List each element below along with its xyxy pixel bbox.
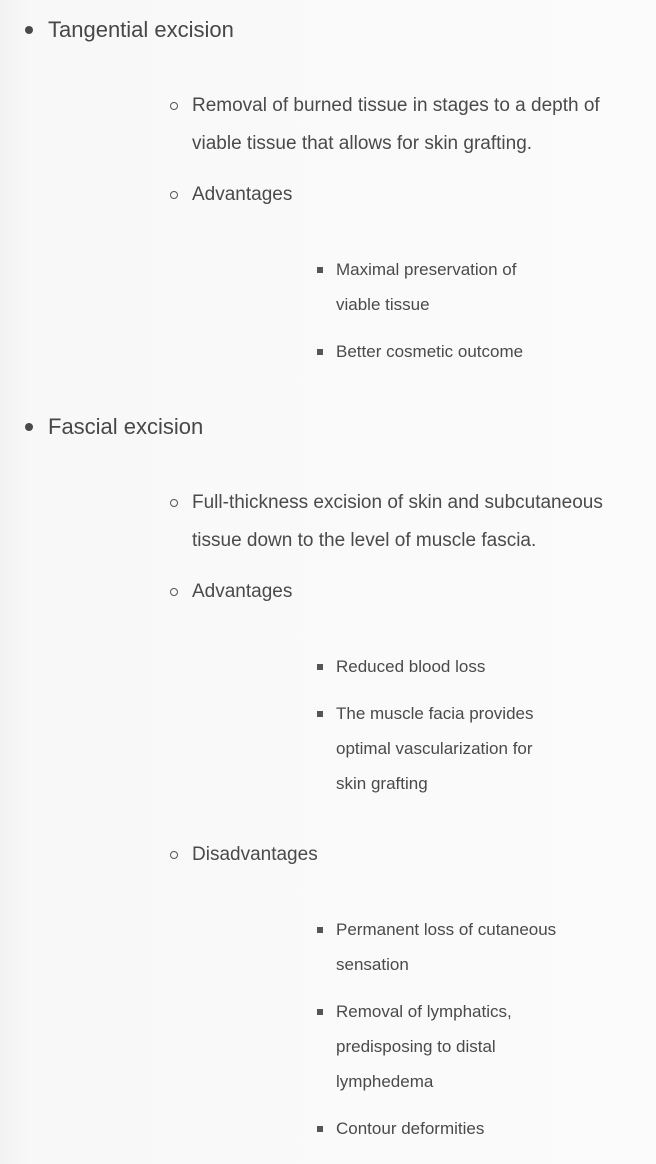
advantage-text: Better cosmetic outcome (336, 342, 524, 361)
section-title: Fascial excision (48, 414, 204, 439)
disadvantage-text: Contour deformities (336, 1119, 485, 1138)
bullet-square-icon (317, 349, 323, 355)
bullet-disc-icon (25, 423, 33, 431)
description-text: Removal of burned tissue in stages to a depth of viable tissue that allows for skin grafting. (192, 95, 600, 154)
bullet-square-icon (317, 1009, 323, 1015)
section-title: Tangential excision (48, 17, 234, 42)
bullet-circle-icon (170, 102, 178, 110)
advantage-text: The muscle facia provides optimal vascularization for skin grafting (336, 704, 534, 793)
disadvantage-text: Permanent loss of cutaneous sensation (336, 920, 557, 974)
bullet-square-icon (317, 1126, 323, 1132)
description-text: Full-thickness excision of skin and subcutaneous tissue down to the level of muscle fascia. (192, 492, 603, 551)
disadvantage-text: Removal of lymphatics, predisposing to distal lymphedema (336, 1002, 512, 1091)
bullet-circle-icon (170, 588, 178, 596)
bullet-square-icon (317, 664, 323, 670)
bullet-square-icon (317, 711, 323, 717)
advantage-text: Maximal preservation of viable tissue (336, 260, 517, 314)
bullet-circle-icon (170, 851, 178, 859)
bullet-square-icon (317, 927, 323, 933)
bullet-disc-icon (25, 26, 33, 34)
bullet-square-icon (317, 267, 323, 273)
advantages-label: Advantages (192, 581, 293, 602)
advantage-text: Reduced blood loss (336, 657, 486, 676)
bullet-circle-icon (170, 499, 178, 507)
advantages-label: Advantages (192, 184, 293, 205)
disadvantages-label: Disadvantages (192, 844, 318, 865)
bullet-circle-icon (170, 191, 178, 199)
